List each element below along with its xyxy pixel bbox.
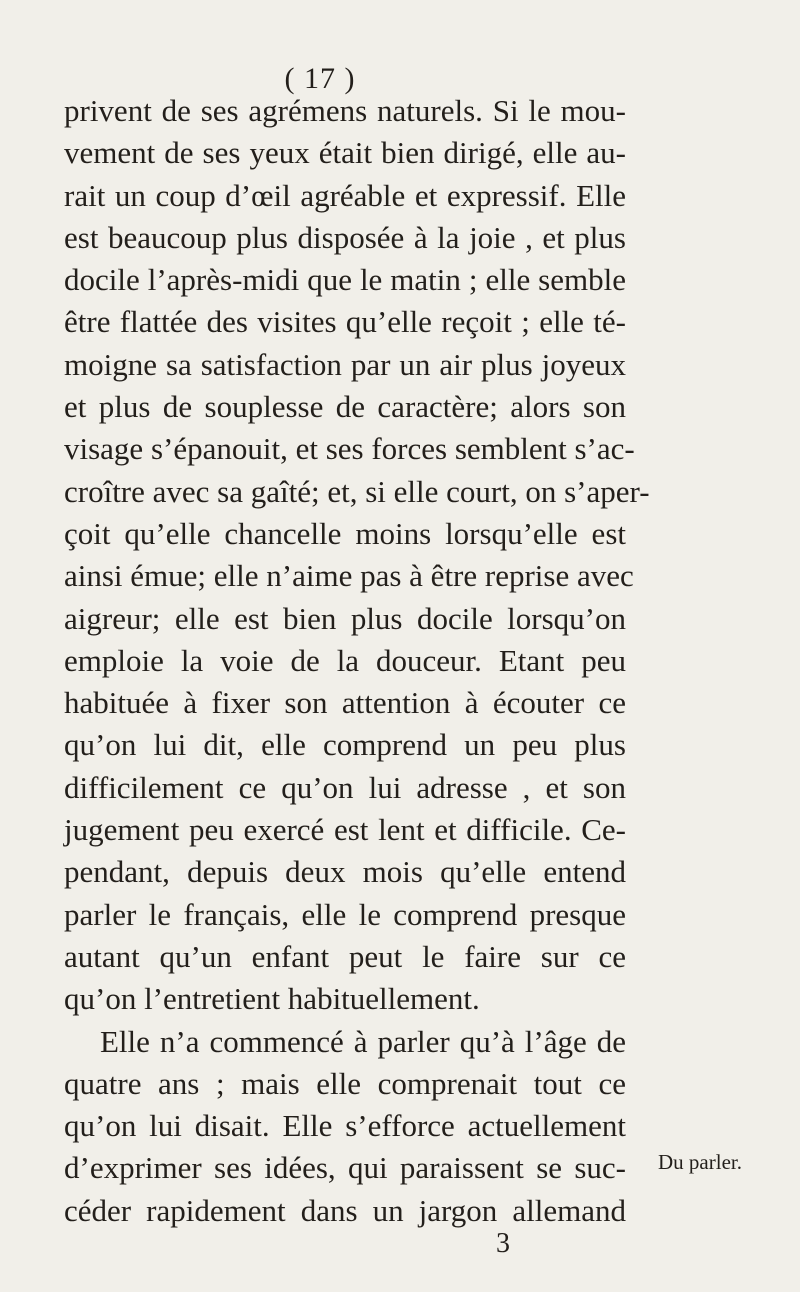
text-line: privent de ses agrémens naturels. Si le mou-: [64, 93, 626, 128]
text-line: d’exprimer ses idées, qui paraissent se suc-: [64, 1150, 626, 1186]
text-line: quatre ans ; mais elle comprenait tout ce: [64, 1065, 626, 1101]
text-line: visage s’épanouit, et ses forces semblent s’ac-: [64, 431, 635, 467]
text-line: croître avec sa gaîté; et, si elle court, on s’aper-: [64, 473, 650, 509]
text-line: aigreur; elle est bien plus docile lorsqu’on: [64, 600, 626, 636]
text-line: moigne sa satisfaction par un air plus joyeux: [64, 346, 626, 382]
text-line: qu’on l’entretient habituellement.: [64, 981, 480, 1017]
text-line: est beaucoup plus disposée à la joie , et plus: [64, 219, 626, 255]
text-line: rait un coup d’œil agréable et expressif. Elle: [64, 177, 626, 213]
body-text: [64, 90, 650, 1232]
text-line: et plus de souplesse de caractère; alors son: [64, 389, 626, 425]
text-line: emploie la voie de la douceur. Etant peu: [64, 642, 626, 678]
text-line: çoit qu’elle chancelle moins lorsqu’elle est: [64, 515, 626, 551]
text-line: Elle n’a commencé à parler qu’à l’âge de: [100, 1023, 626, 1059]
text-line: docile l’après-midi que le matin ; elle semble: [64, 262, 626, 298]
text-line: céder rapidement dans un jargon allemand: [64, 1192, 626, 1228]
text-line: être flattée des visites qu’elle reçoit ; elle té-: [64, 304, 626, 340]
page-number: ( 17 ): [284, 62, 356, 95]
text-line: autant qu’un enfant peut le faire sur ce: [64, 938, 626, 974]
text-line: qu’on lui dit, elle comprend un peu plus: [64, 727, 626, 763]
text-line: qu’on lui disait. Elle s’efforce actuellement: [64, 1108, 626, 1144]
text-line: difficilement ce qu’on lui adresse , et son: [64, 769, 626, 805]
text-line: vement de ses yeux était bien dirigé, elle au-: [64, 135, 626, 171]
text-line: pendant, depuis deux mois qu’elle entend: [64, 854, 626, 890]
text-line: ainsi émue; elle n’aime pas à être reprise avec: [64, 558, 634, 594]
text-line: habituée à fixer son attention à écouter ce: [64, 685, 626, 721]
text-line: jugement peu exercé est lent et difficile. Ce-: [64, 812, 626, 848]
text-line: parler le français, elle le comprend presque: [64, 896, 626, 932]
signature-mark: 3: [496, 1228, 510, 1259]
margin-note: Du parler.: [658, 1150, 742, 1174]
